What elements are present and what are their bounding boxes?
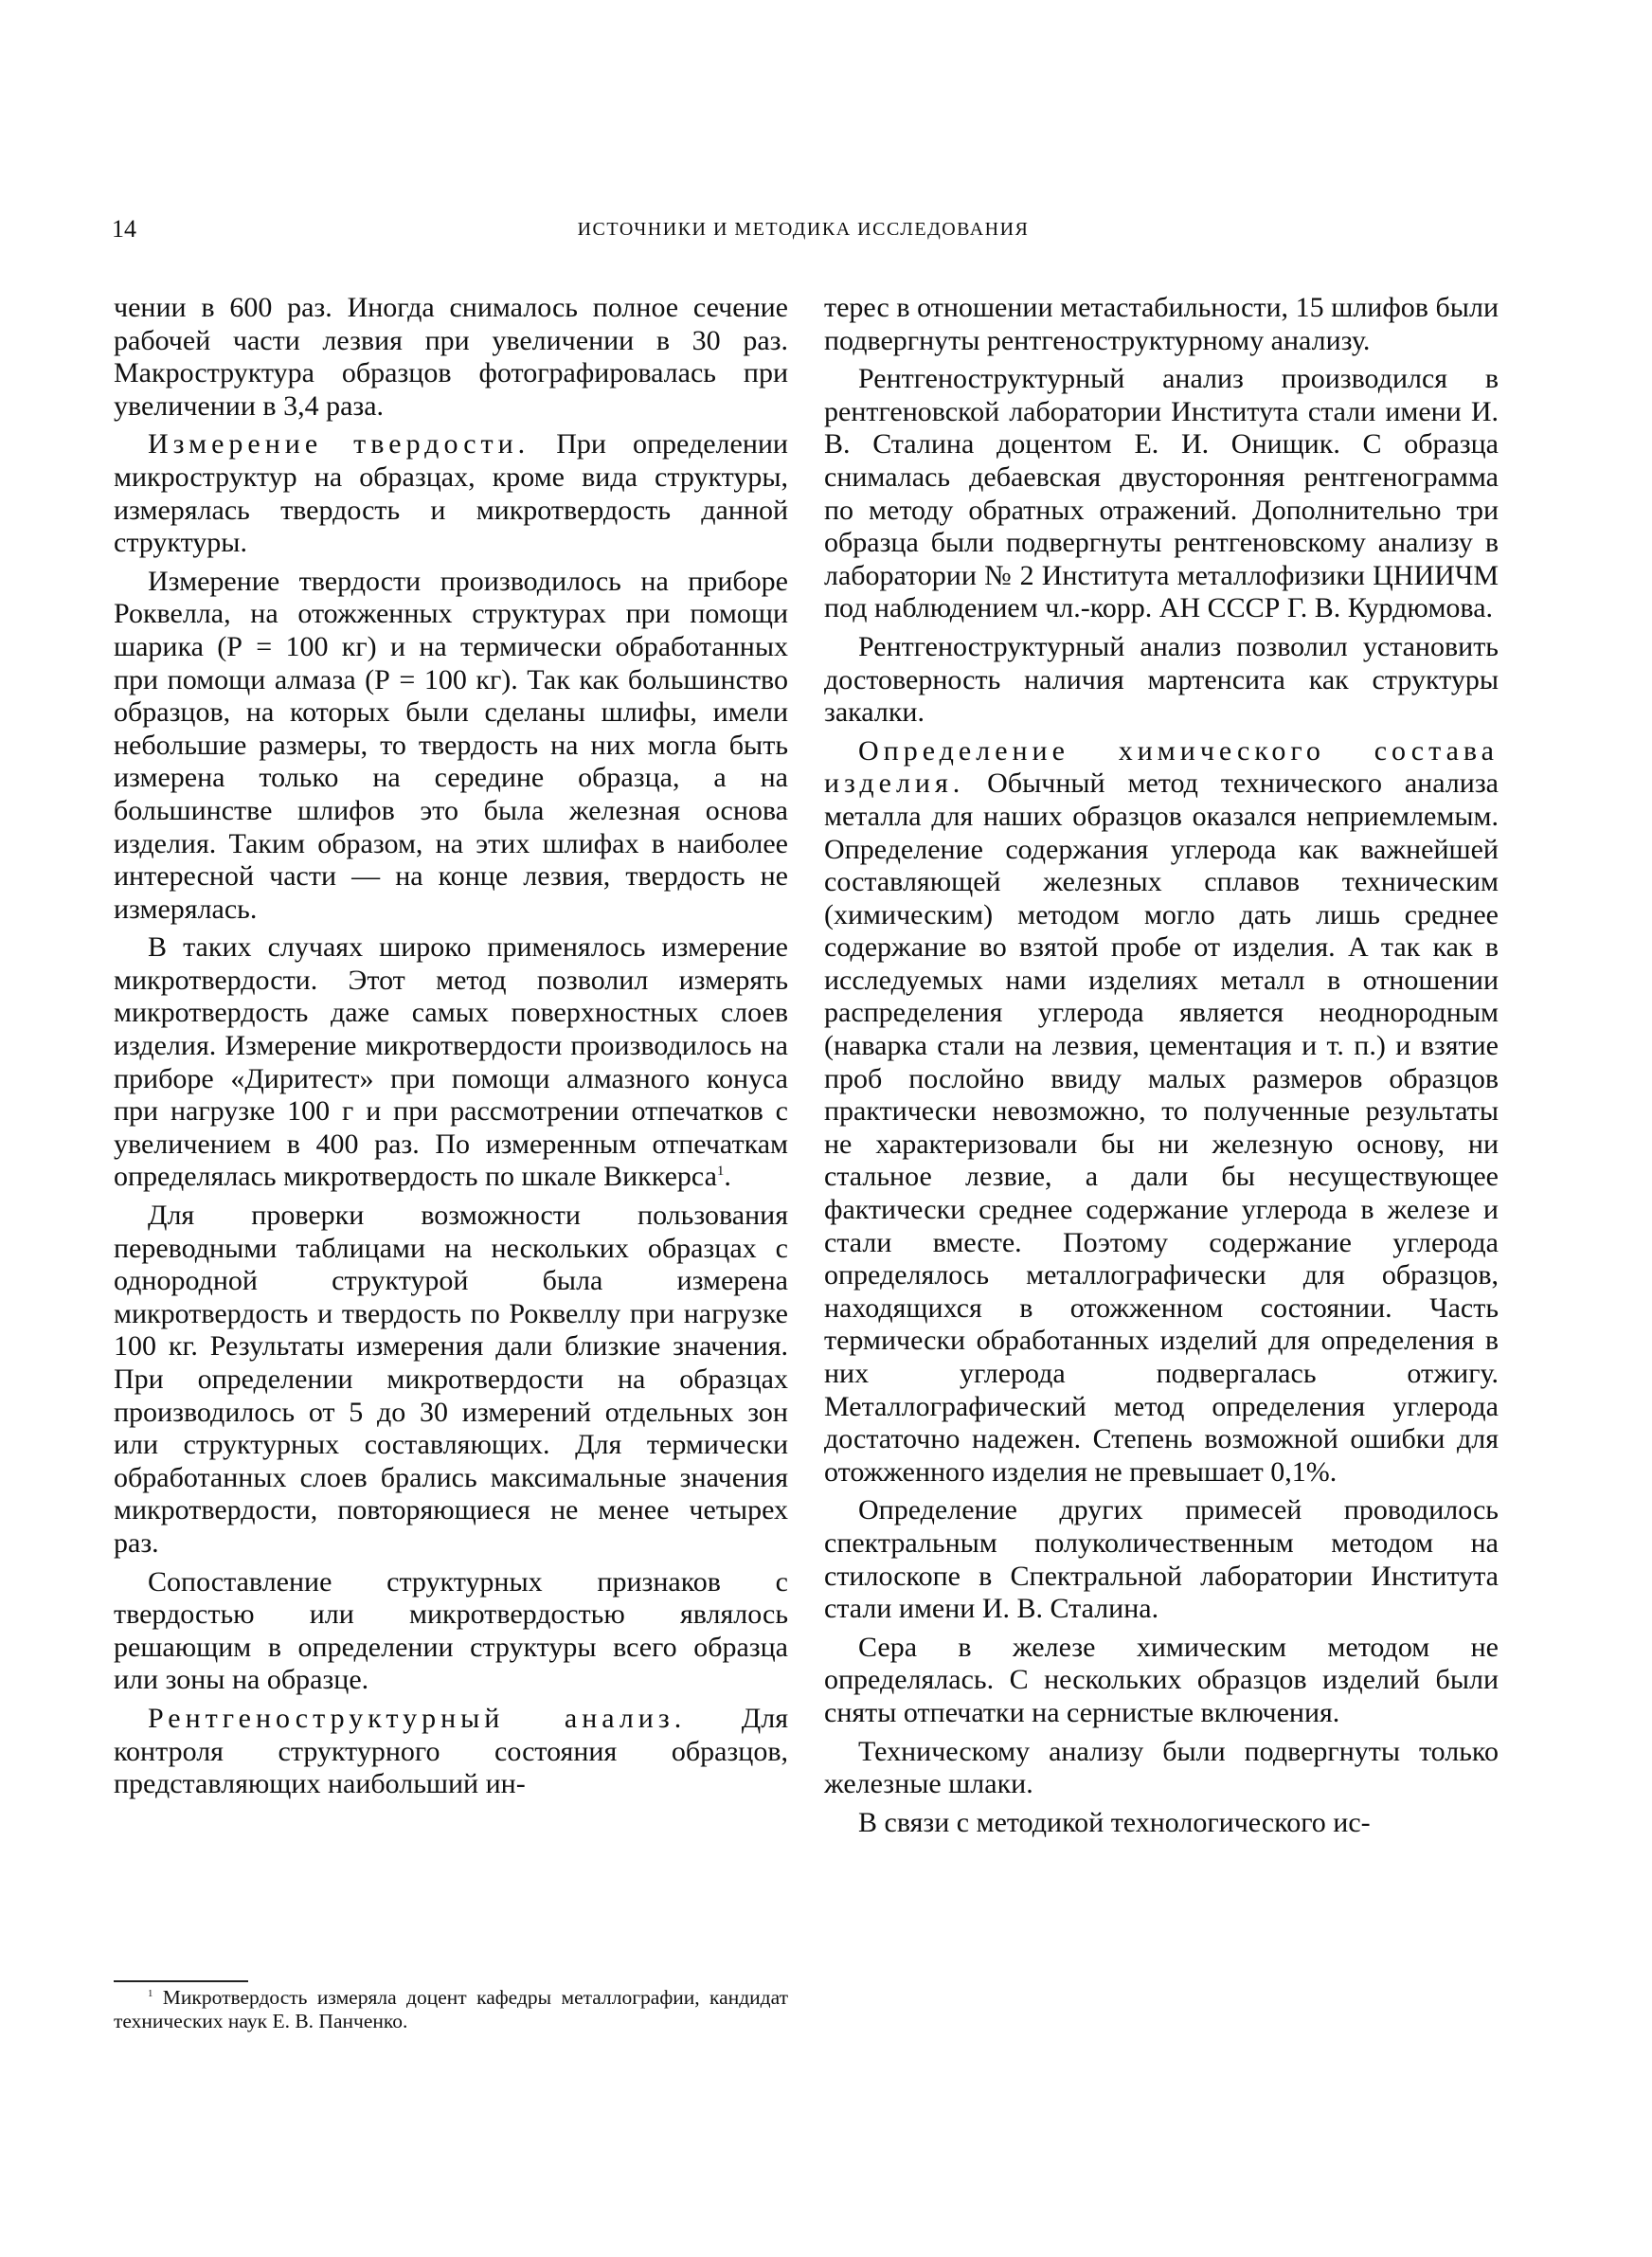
paragraph-xray-lab: Рентгеноструктурный анализ производился в рентгеновской лаборатории Института стали имени И. В. Сталина доцентом Е. И. Онищик. С образца снималась дебаевская двусторонняя рентгенограмма по методу обратных отражений. Дополнительно три образца были подвергнуты рентгеновскому анализу в лаборатории № 2 Института металлофизики ЦНИИЧМ под наблюдением чл.-корр. АН СССР Г. В. Курдюмова.	[824, 363, 1499, 624]
paragraph-text-end: .	[724, 1161, 731, 1193]
footnote-reference: 1	[716, 1164, 725, 1180]
paragraph-microhardness	[114, 931, 788, 1194]
paragraph-metastability: терес в отношении метастабильности, 15 шлифов были подвергнуты рентгеноструктурному анализу.	[824, 292, 1499, 356]
section-heading-chemical: Определение химического состава изделия.	[824, 734, 1499, 800]
paragraph-sulfur: Сера в железе химическим методом не определялась. С нескольких образцов изделий были сняты отпечатки на сернистые включения.	[824, 1631, 1499, 1728]
paragraph-text: Обычный метод технического анализа металла для наших образцов оказался неприемлемым. Определение содержания углерода как важнейшей составляющей железных сплавов техническим (химическим) методом могло дать лишь среднее содержание во взятой пробе от изделия. А так как в исследуемых нами изделиях металл в отношении распределения углерода является неоднородным (наварка стали на лезвия, цементация и т. п.) и взятие проб послойно ввиду малых размеров образцов практически невозможно, то полученные результаты не характеризовали бы ни железную основу, ни стальное лезвие, а дали бы несуществующее фактически среднее содержание углерода в железе и стали вместе. Поэтому содержание углерода определялось металлографически для образцов, находящихся в отожженном состоянии. Часть термически обработанных изделий для определения в них углерода подвергалась отжигу. Металлографический метод определения углерода достаточно надежен. Степень возможной ошибки для отожженного изделия не превышает 0,1%.	[824, 767, 1499, 1488]
footnote-mark: 1	[148, 1987, 153, 1999]
paragraph-rockwell: Измерение твердости производилось на приборе Роквелла, на отожженных структурах при помощи шарика (Р = 100 кг) и на термически обработанных при помощи алмаза (Р = 100 кг). Так как большинство образцов, на которых были сделаны шлифы, имели небольшие размеры, то твердость на них могла быть измерена только на середине образца, а на большинстве шлифов это была железная основа изделия. Таким образом, на этих шлифах в наиболее интересной части — на конце лезвия, твердость не измерялась.	[114, 565, 788, 925]
running-head: ИСТОЧНИКИ И МЕТОДИКА ИССЛЕДОВАНИЯ	[577, 219, 1030, 240]
paragraph-comparison: Сопоставление структурных признаков с твердостью или микротвердостью являлось решающим в определении структуры всего образца или зоны на образце.	[114, 1565, 788, 1696]
paragraph-xray-intro	[114, 1703, 788, 1801]
paragraph-conversion-tables: Для проверки возможности пользования переводными таблицами на нескольких образцах с однородной структурой была измерена микротвердость и твердость по Роквеллу при нагрузке 100 кг. Результаты измерения дали близкие значения. При определении микротвердости на образцах производилось от 5 до 30 измерений отдельных зон или структурных составляющих. Для термически обработанных слоев брались максимальные значения микротвердости, повторяющиеся не менее четырех раз.	[114, 1200, 788, 1559]
section-heading-hardness: Измерение твердости.	[148, 428, 530, 460]
paragraph-spectral: Определение других примесей проводилось спектральным полуколичественным методом на стилоскопе в Спектральной лаборатории Института стали имени И. В. Сталина.	[824, 1494, 1499, 1625]
footnote-text	[114, 1986, 788, 2033]
right-column	[824, 292, 1499, 1845]
paragraph-text: При определении микроструктур на образцах, кроме вида структуры, измерялась твердость и микротвердость данной структуры.	[114, 428, 788, 559]
paragraph-text: В таких случаях широко применялось измерение микротвердости. Этот метод позволил измерять микротвердость даже самых поверхностных слоев изделия. Измерение микротвердости производилось на приборе «Диритест» при помощи алмазного конуса при нагрузке 100 г и при рассмотрении отпечатков с увеличением в 400 раз. По измеренным отпечаткам определялась микротвердость по шкале Виккерса	[114, 931, 788, 1193]
paragraph-hardness-intro	[114, 428, 788, 559]
paragraph-text: Для контроля структурного состояния образцов, представляющих наибольший ин-	[114, 1702, 788, 1800]
paragraph-slags: Техническому анализу были подвергнуты только железные шлаки.	[824, 1735, 1499, 1800]
page-header	[112, 210, 1495, 248]
page-number: 14	[112, 215, 136, 243]
paragraph-technology: В связи с методикой технологического ис-	[858, 1806, 1371, 1838]
paragraph-martensite: Рентгеноструктурный анализ позволил установить достоверность наличия мартенсита как структуры закалки.	[824, 630, 1499, 729]
footnote-body: Микротвердость измеряла доцент кафедры металлографии, кандидат технических наук Е. В. Панченко.	[114, 1986, 788, 2032]
section-heading-xray: Рентгеноструктурный анализ.	[148, 1702, 687, 1734]
paragraph-magnification: чении в 600 раз. Иногда снималось полное сечение рабочей части лезвия при увеличении в 30 раз. Макроструктура образцов фотографировалась при увеличении в 3,4 раза.	[114, 292, 788, 422]
footnote	[114, 1986, 788, 2033]
paragraph-chemical-composition	[824, 735, 1499, 1490]
footnote-rule	[114, 1980, 248, 1982]
left-column	[114, 292, 788, 1807]
